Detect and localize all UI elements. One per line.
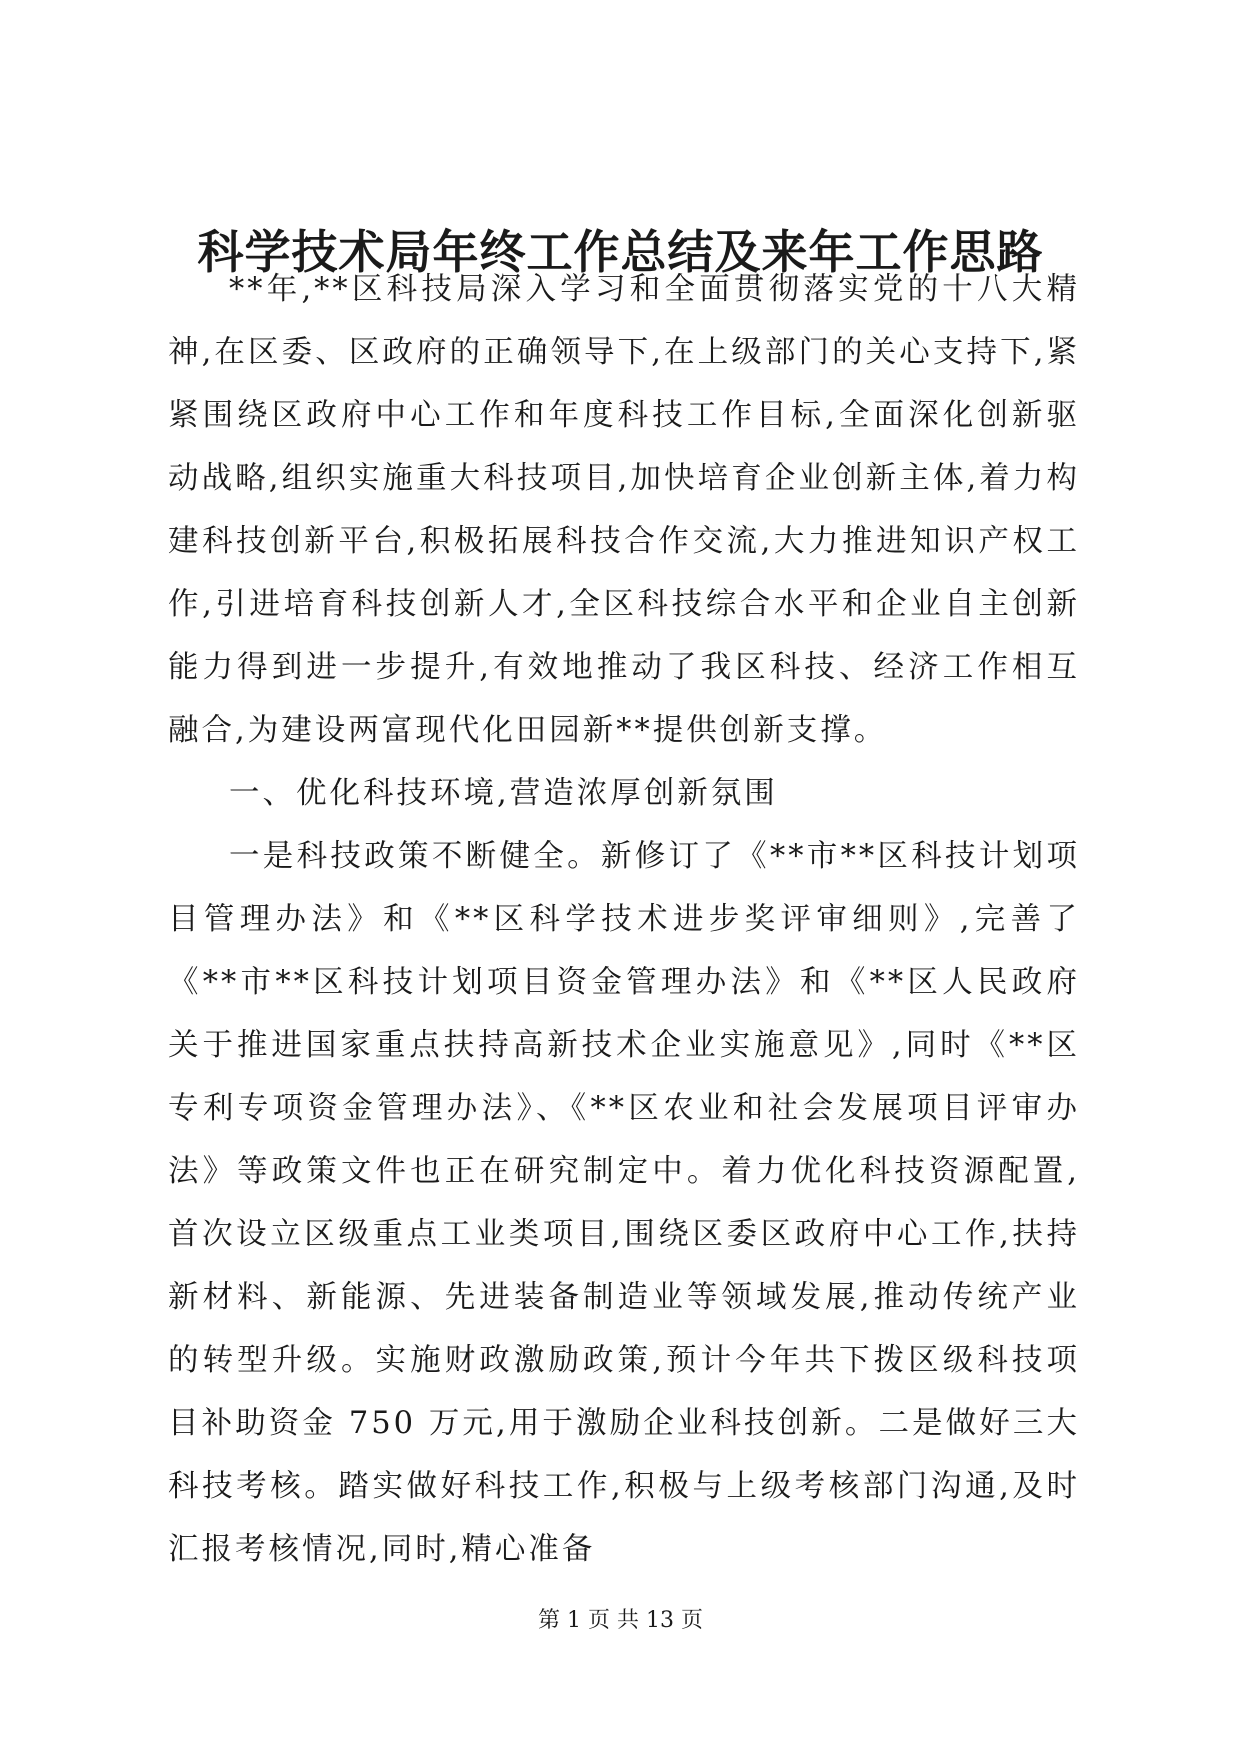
page-number-footer: 第 1 页 共 13 页 (538, 1608, 703, 1633)
document-body (168, 258, 1080, 1581)
document-title: 科学技术局年终工作总结及来年工作思路 (197, 225, 1044, 279)
section-heading-1: 一、优化科技环境,营造浓厚创新氛围 (229, 776, 778, 811)
paragraph-intro: **年,**区科技局深入学习和全面贯彻落实党的十八大精神,在区委、区政府的正确领导下,在上级部门的关心支持下,紧紧围绕区政府中心工作和年度科技工作目标,全面深化创新驱动战略,组织实施重大科技项目,加快培育企业创新主体,着力构建科技创新平台,积极拓展科技合作交流,大力推进知识产权工作,引进培育科技创新人才,全区科技综合水平和企业自主创新能力得到进一步提升,有效地推动了我区科技、经济工作相互融合,为建设两富现代化田园新**提供创新支撑。 (168, 272, 1080, 748)
paragraph-policy: 一是科技政策不断健全。新修订了《**市**区科技计划项目管理办法》和《**区科学技术进步奖评审细则》,完善了《**市**区科技计划项目资金管理办法》和《**区人民政府关于推进国家重点扶持高新技术企业实施意见》,同时《**区专利专项资金管理办法》、《**区农业和社会发展项目评审办法》等政策文件也正在研究制定中。着力优化科技资源配置,首次设立区级重点工业类项目,围绕区委区政府中心工作,扶持新材料、新能源、先进装备制造业等领域发展,推动传统产业的转型升级。实施财政激励政策,预计今年共下拨区级科技项目补助资金 750 万元,用于激励企业科技创新。二是做好三大科技考核。踏实做好科技工作,积极与上级考核部门沟通,及时汇报考核情况,同时,精心准备 (168, 839, 1080, 1567)
